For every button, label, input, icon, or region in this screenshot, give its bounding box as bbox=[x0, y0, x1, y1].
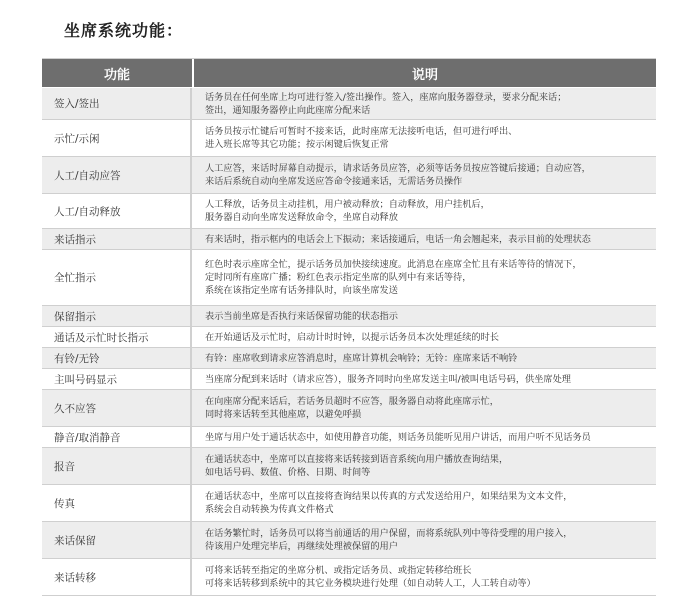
column-header-description: 说明 bbox=[411, 67, 438, 83]
feature-cell: 通话及示忙时长指示 bbox=[42, 327, 192, 347]
description-cell bbox=[192, 157, 656, 193]
description-cell bbox=[192, 229, 656, 249]
description-cell bbox=[192, 250, 656, 305]
description-text: 在向座席分配来话后，若话务员超时不应答，服务器自动将此座席示忙， 同时将来话转至其他座席，以避免呼损 bbox=[205, 396, 499, 420]
table-row bbox=[42, 306, 656, 327]
feature-cell: 人工/自动释放 bbox=[42, 194, 192, 228]
description-text: 坐席与用户处于通话状态中，如使用静音功能，则话务员能听见用户讲话，而用户听不见话务员 bbox=[205, 431, 591, 443]
feature-cell: 主叫号码显示 bbox=[42, 369, 192, 389]
description-cell bbox=[192, 522, 656, 558]
description-cell bbox=[192, 369, 656, 389]
feature-cell: 报音 bbox=[42, 448, 192, 484]
table-row bbox=[42, 559, 656, 596]
description-text: 有来话时，指示框内的电话会上下振动；来话接通后，电话一角会翘起来，表示目前的处理状态 bbox=[205, 233, 591, 245]
page-title: 坐席系统功能： bbox=[64, 21, 184, 40]
feature-cell: 传真 bbox=[42, 485, 192, 521]
table-row bbox=[42, 157, 656, 194]
feature-cell: 久不应答 bbox=[42, 390, 192, 426]
feature-cell: 示忙/示闲 bbox=[42, 120, 192, 156]
description-text: 在通话状态中，坐席可以直接将来话转接到语音系统向用户播放查询结果， 如电话号码、数值、价格、日期、时间等 bbox=[205, 454, 509, 478]
description-text: 红色时表示座席全忙，提示话务员加快接续速度。此消息在座席全忙且有来话等待的情况下， 定时同所有座席广播；粉红色表示指定坐席的队列中有来话等待， 系统在该指定坐席有话务排队时，向该坐席发送 bbox=[205, 259, 582, 296]
table-row bbox=[42, 369, 656, 390]
feature-cell: 全忙指示 bbox=[42, 250, 192, 305]
description-cell bbox=[192, 194, 656, 228]
description-cell bbox=[192, 120, 656, 156]
feature-cell: 来话保留 bbox=[42, 522, 192, 558]
description-cell bbox=[192, 327, 656, 347]
table-body bbox=[42, 88, 656, 596]
table-row bbox=[42, 522, 656, 559]
description-cell bbox=[192, 485, 656, 521]
description-text: 人工释放，话务员主动挂机，用户被动释放；自动释放，用户挂机后， 服务器自动向坐席发送释放命令，坐席自动释放 bbox=[205, 199, 490, 223]
feature-cell: 保留指示 bbox=[42, 306, 192, 326]
table-row bbox=[42, 88, 656, 120]
table-row bbox=[42, 327, 656, 348]
table-row bbox=[42, 120, 656, 157]
table-row bbox=[42, 229, 656, 250]
feature-table bbox=[42, 58, 656, 596]
feature-cell: 有铃/无铃 bbox=[42, 348, 192, 368]
description-text: 在通话状态中，坐席可以直接将查询结果以传真的方式发送给用户，如果结果为文本文件， 系统会自动转换为传真文件格式 bbox=[205, 491, 573, 515]
feature-cell: 签入/签出 bbox=[42, 88, 192, 119]
description-cell bbox=[192, 88, 656, 119]
column-header-feature: 功能 bbox=[42, 59, 194, 87]
description-cell bbox=[192, 348, 656, 368]
description-text: 人工应答，来话时屏幕自动提示，请求话务员应答，必须等话务员按应答键后接通；自动应答， 来话后系统自动向坐席发送应答命令接通来话，无需话务员操作 bbox=[205, 163, 591, 187]
table-row bbox=[42, 427, 656, 448]
table-row bbox=[42, 485, 656, 522]
feature-cell: 来话指示 bbox=[42, 229, 192, 249]
feature-cell: 静音/取消静音 bbox=[42, 427, 192, 447]
table-row bbox=[42, 250, 656, 306]
table-row bbox=[42, 448, 656, 485]
description-cell bbox=[192, 448, 656, 484]
table-row bbox=[42, 348, 656, 369]
description-text: 表示当前坐席是否执行来话保留功能的状态指示 bbox=[205, 310, 398, 322]
feature-cell: 人工/自动应答 bbox=[42, 157, 192, 193]
description-text: 话务员在任何坐席上均可进行签入/签出操作。签入，座席向服务器登录，要求分配来话； 签出，通知服务器停止向此座席分配来话 bbox=[205, 91, 567, 116]
description-text: 当座席分配到来话时（请求应答），服务齐同时向坐席发送主叫/被叫电话号码，供坐席处理 bbox=[205, 373, 571, 385]
description-text: 在开始通话及示忙时，启动计时时钟，以提示话务员本次处理延续的时长 bbox=[205, 331, 499, 343]
description-text: 可将来话转至指定的坐席分机、或指定话务员、或指定转移给班长 可将来话转移到系统中的其它业务模块进行处理（如自动转人工，人工转自动等） bbox=[205, 565, 536, 589]
feature-cell: 来话转移 bbox=[42, 559, 192, 595]
table-row bbox=[42, 194, 656, 229]
description-text: 有铃：座席收到请求应答消息时，座席计算机会响铃；无铃：座席来话不响铃 bbox=[205, 352, 518, 364]
description-text: 在话务繁忙时，话务员可以将当前通话的用户保留，而将系统队列中等待受理的用户接入， 待该用户处理完毕后，再继续处理被保留的用户 bbox=[205, 528, 573, 552]
description-cell bbox=[192, 427, 656, 447]
description-cell bbox=[192, 559, 656, 595]
description-text: 话务员按示忙键后可暂时不接来话，此时座席无法接听电话，但可进行呼出、 进入班长席等其它功能；按示闲键后恢复正常 bbox=[205, 126, 518, 150]
description-cell bbox=[192, 390, 656, 426]
description-cell bbox=[192, 306, 656, 326]
table-header bbox=[42, 59, 656, 88]
table-row bbox=[42, 390, 656, 427]
